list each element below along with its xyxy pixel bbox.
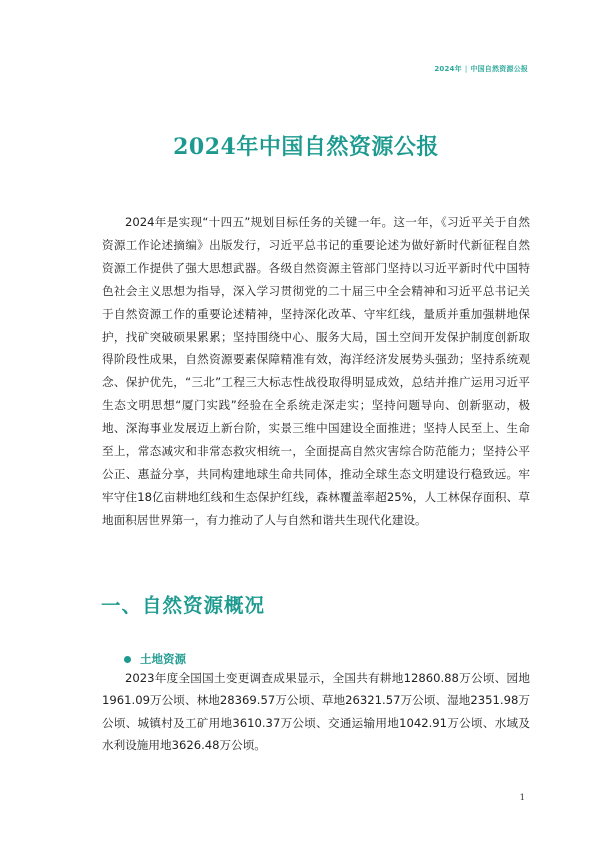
- land-resources-paragraph: 2023年度全国国土变更调查成果显示，全国共有耕地12860.88万公顷、园地1961.09万公顷、林地28369.57万公顷、草地26321.57万公顷、湿地2351.98万公顷、城镇村及工矿用地3610.37万公顷、交通运输用地1042.91万公顷、水域及水利设施用地3626.48万公顷。: [102, 671, 530, 752]
- section-heading: 一、自然资源概况: [101, 594, 266, 617]
- header-separator: |: [464, 65, 468, 73]
- header-year: 2024年: [434, 65, 462, 73]
- bullet-dot-icon: [124, 656, 131, 663]
- running-header: [434, 64, 528, 74]
- intro-paragraph: 2024年是实现“十四五”规划目标任务的关键一年。这一年，《习近平关于自然资源工作论述摘编》出版发行，习近平总书记的重要论述为做好新时代新征程自然资源工作提供了强大思想武器。各级自然资源主管部门坚持以习近平新时代中国特色社会主义思想为指导，深入学习贯彻党的二十届三中全会精神和习近平总书记关于自然资源工作的重要论述精神，坚持深化改革、守牢红线，量质并重加强耕地保护，找矿突破硕果累累；坚持围绕中心、服务大局，国土空间开发保护制度创新取得阶段性成果，自然资源要素保障精准有效，海洋经济发展势头强劲；坚持系统观念、保护优先，“三北”工程三大标志性战役取得明显成效，总结并推广运用习近平生态文明思想“厦门实践”经验在全系统走深走实；坚持问题导向、创新驱动，极地、深海事业发展迈上新台阶，实景三维中国建设全面推进；坚持人民至上、生命至上，常态减灾和非常态救灾相统一，全面提高自然灾害综合防范能力；坚持公平公正、惠益分享，共同构建地球生命共同体，推动全球生态文明建设行稳致远。牢牢守住18亿亩耕地红线和生态保护红线，森林覆盖率超25%，人工林保存面积、草地面积居世界第一，有力推动了人与自然和谐共生现代化建设。: [102, 215, 530, 527]
- page-title: 2024年中国自然资源公报: [173, 134, 439, 160]
- header-report-name: 中国自然资源公报: [470, 65, 528, 73]
- page-number: 1: [519, 793, 525, 803]
- subsection-title: 土地资源: [140, 652, 186, 666]
- subsection-heading: [124, 651, 186, 667]
